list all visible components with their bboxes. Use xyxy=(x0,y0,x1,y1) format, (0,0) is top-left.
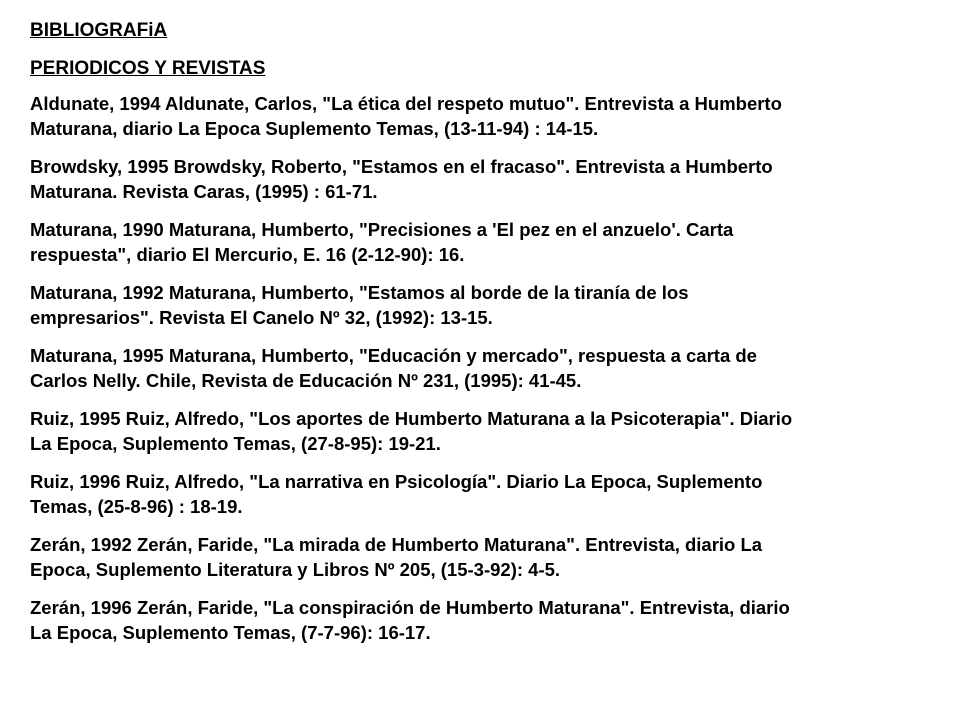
entry-line: Maturana. Revista Caras, (1995) : 61-71. xyxy=(30,181,378,202)
entry-line: respuesta", diario El Mercurio, E. 16 (2-12-90): 16. xyxy=(30,244,465,265)
entry-line: Maturana, diario La Epoca Suplemento Temas, (13-11-94) : 14-15. xyxy=(30,118,599,139)
bibliography-entry xyxy=(30,595,930,645)
bibliography-entry xyxy=(30,91,930,141)
bibliography-entry xyxy=(30,469,930,519)
entry-line: La Epoca, Suplemento Temas, (7-7-96): 16-17. xyxy=(30,622,431,643)
bibliography-page xyxy=(30,18,930,658)
page-title: BIBLIOGRAFiA xyxy=(30,20,168,41)
entry-line: Carlos Nelly. Chile, Revista de Educación Nº 231, (1995): 41-45. xyxy=(30,370,582,391)
entry-line: Maturana, 1992 Maturana, Humberto, "Estamos al borde de la tiranía de los xyxy=(30,282,689,303)
entry-line: Zerán, 1996 Zerán, Faride, "La conspiración de Humberto Maturana". Entrevista, diario xyxy=(30,597,790,618)
bibliography-entry xyxy=(30,280,930,330)
bibliography-entry xyxy=(30,154,930,204)
entry-line: Maturana, 1995 Maturana, Humberto, "Educación y mercado", respuesta a carta de xyxy=(30,345,757,366)
entry-line: Browdsky, 1995 Browdsky, Roberto, "Estamos en el fracaso". Entrevista a Humberto xyxy=(30,156,773,177)
bibliography-entry xyxy=(30,532,930,582)
entry-line: Zerán, 1992 Zerán, Faride, "La mirada de Humberto Maturana". Entrevista, diario La xyxy=(30,534,763,555)
entry-line: Aldunate, 1994 Aldunate, Carlos, "La ética del respeto mutuo". Entrevista a Humberto xyxy=(30,93,782,114)
bibliography-entry xyxy=(30,217,930,267)
entry-line: Ruiz, 1996 Ruiz, Alfredo, "La narrativa en Psicología". Diario La Epoca, Suplemento xyxy=(30,471,763,492)
entry-line: Ruiz, 1995 Ruiz, Alfredo, "Los aportes de Humberto Maturana a la Psicoterapia". Diario xyxy=(30,408,793,429)
section-title: PERIODICOS Y REVISTAS xyxy=(30,58,266,79)
bibliography-entry xyxy=(30,343,930,393)
bibliography-entry xyxy=(30,406,930,456)
entry-line: La Epoca, Suplemento Temas, (27-8-95): 19-21. xyxy=(30,433,441,454)
entry-line: Epoca, Suplemento Literatura y Libros Nº 205, (15-3-92): 4-5. xyxy=(30,559,561,580)
entry-line: Temas, (25-8-96) : 18-19. xyxy=(30,496,243,517)
entry-line: empresarios". Revista El Canelo Nº 32, (1992): 13-15. xyxy=(30,307,493,328)
entry-line: Maturana, 1990 Maturana, Humberto, "Precisiones a 'El pez en el anzuelo'. Carta xyxy=(30,219,734,240)
